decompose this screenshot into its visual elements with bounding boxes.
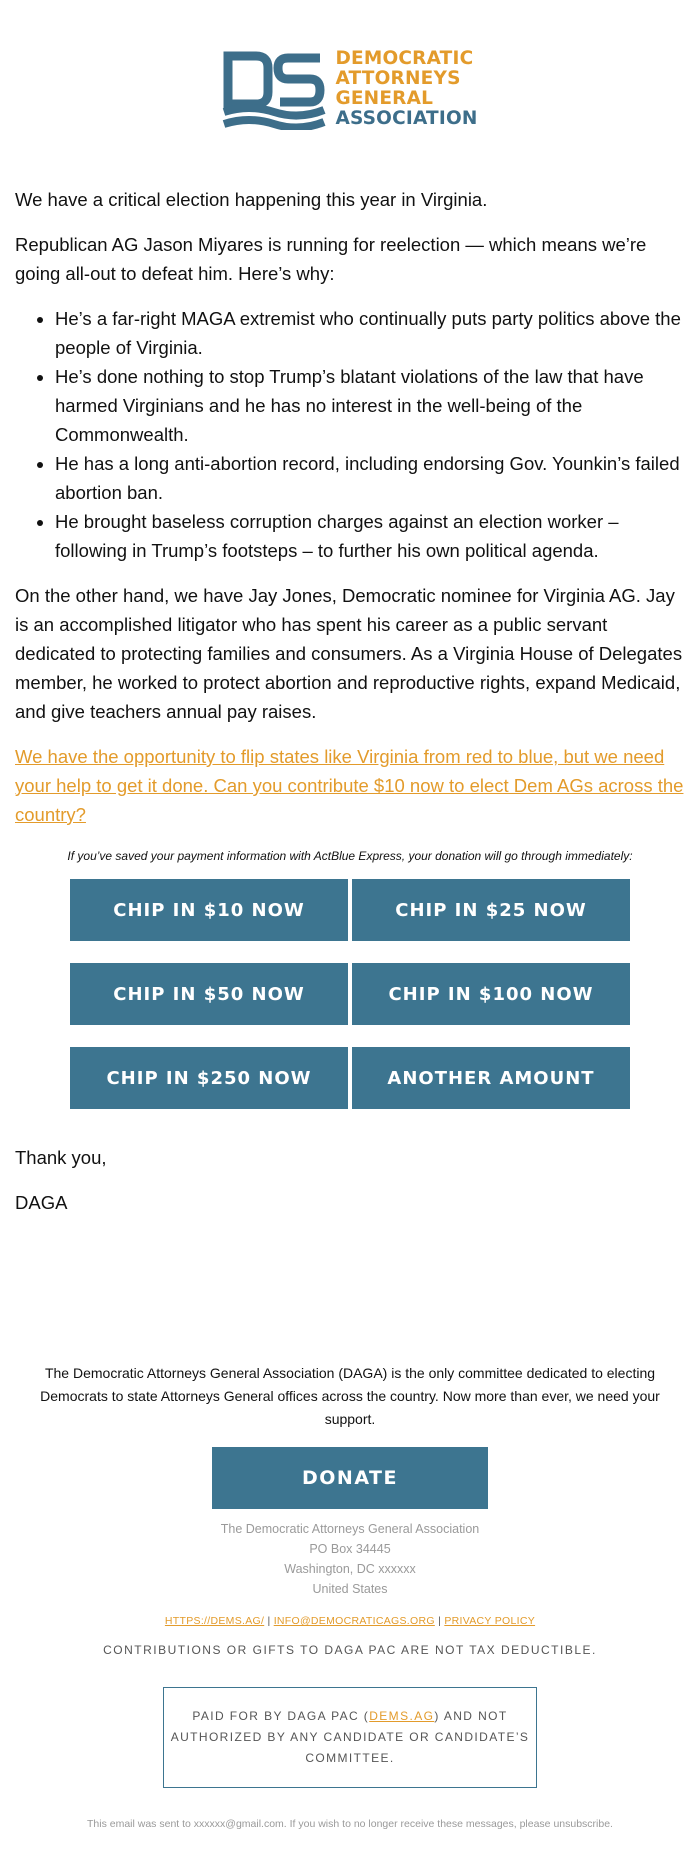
address-line: United States (312, 1582, 388, 1596)
chip-in-25-button[interactable]: CHIP IN $25 NOW (352, 879, 630, 941)
link-separator: | (267, 1615, 271, 1627)
logo-line-4: ASSOCIATION (335, 107, 478, 129)
list-item: • He has a long anti-abortion record, including endorsing Gov. Younkin’s failed abortion ban. (55, 449, 685, 507)
dems-ag-link[interactable]: DEMS.AG (369, 1709, 435, 1723)
address-line: The Democratic Attorneys General Association (220, 1522, 480, 1536)
donate-button[interactable]: DONATE (212, 1447, 488, 1509)
reasons-list (15, 304, 685, 565)
logo-line-3: GENERAL (335, 87, 434, 109)
footer-links (0, 1615, 700, 1627)
address-line: Washington, DC xxxxxx (284, 1562, 416, 1576)
link-separator: | (438, 1615, 442, 1627)
website-link[interactable]: HTTPS://DEMS.AG/ (164, 1615, 265, 1627)
chip-in-10-button[interactable]: CHIP IN $10 NOW (70, 879, 348, 941)
another-amount-button[interactable]: ANOTHER AMOUNT (352, 1047, 630, 1109)
logo-mark-icon (222, 48, 327, 130)
sent-to-notice: This email was sent to xxxxxx@gmail.com. If you wish to no longer receive these messages, please unsubscribe. (87, 1818, 613, 1830)
list-item: • He’s done nothing to stop Trump’s blatant violations of the law that have harmed Virginians and he has no interest in the well-being of the Commonwealth. (55, 362, 685, 449)
signature: DAGA (15, 1192, 68, 1213)
closing (0, 1143, 700, 1217)
list-item: • He brought baseless corruption charges against an election worker – following in Trump’s footsteps – to further his own political agenda. (55, 507, 685, 565)
intro-paragraph: We have a critical election happening this year in Virginia. (15, 189, 488, 210)
donation-buttons (70, 879, 630, 1109)
chip-in-100-button[interactable]: CHIP IN $100 NOW (352, 963, 630, 1025)
privacy-policy-link[interactable]: PRIVACY POLICY (444, 1615, 536, 1627)
paid-for-text: ) AND NOT AUTHORIZED BY ANY CANDIDATE OR CANDIDATE’S COMMITTEE. (170, 1709, 530, 1765)
message-content (0, 185, 700, 829)
lead-paragraph: Republican AG Jason Miyares is running for reelection — which means we’re going all-out to defeat him. Here’s why: (15, 234, 647, 284)
address-line: PO Box 34445 (309, 1542, 391, 1556)
closing-text: Thank you, (15, 1147, 107, 1168)
paid-for-text: PAID FOR BY DAGA PAC ( (192, 1709, 370, 1723)
appeal-link[interactable]: We have the opportunity to flip states like Virginia from red to blue, but we need your help to get it done. Can you contribute $10 now to elect Dem AGs across the country? (15, 746, 684, 825)
email-link[interactable]: INFO@DEMOCRATICAGS.ORG (273, 1615, 435, 1627)
chip-in-50-button[interactable]: CHIP IN $50 NOW (70, 963, 348, 1025)
chip-in-250-button[interactable]: CHIP IN $250 NOW (70, 1047, 348, 1109)
logo-wordmark (335, 49, 477, 129)
mailing-address (0, 1519, 700, 1599)
paid-for-disclaimer (163, 1687, 537, 1788)
footer-intro: The Democratic Attorneys General Association (DAGA) is the only committee dedicated to electing Democrats to state Attorneys General offices across the country. Now more than ever, we need your support. (40, 1365, 660, 1427)
actblue-note: If you’ve saved your payment information with ActBlue Express, your donation will go through immediately: (67, 849, 633, 863)
list-item: • He’s a far-right MAGA extremist who continually puts party politics above the people of Virginia. (55, 304, 685, 362)
logo[interactable] (0, 0, 700, 132)
logo-line-2: ATTORNEYS (335, 67, 461, 89)
tax-notice: CONTRIBUTIONS OR GIFTS TO DAGA PAC ARE NOT TAX DEDUCTIBLE. (103, 1643, 597, 1657)
jones-paragraph: On the other hand, we have Jay Jones, Democratic nominee for Virginia AG. Jay is an accomplished litigator who has spent his career as a public servant dedicated to protecting families and consumers. As a Virginia House of Delegates member, he worked to protect abortion and reproductive rights, expand Medicaid, and give teachers annual pay raises. (15, 585, 683, 722)
logo-line-1: DEMOCRATIC (335, 47, 474, 69)
